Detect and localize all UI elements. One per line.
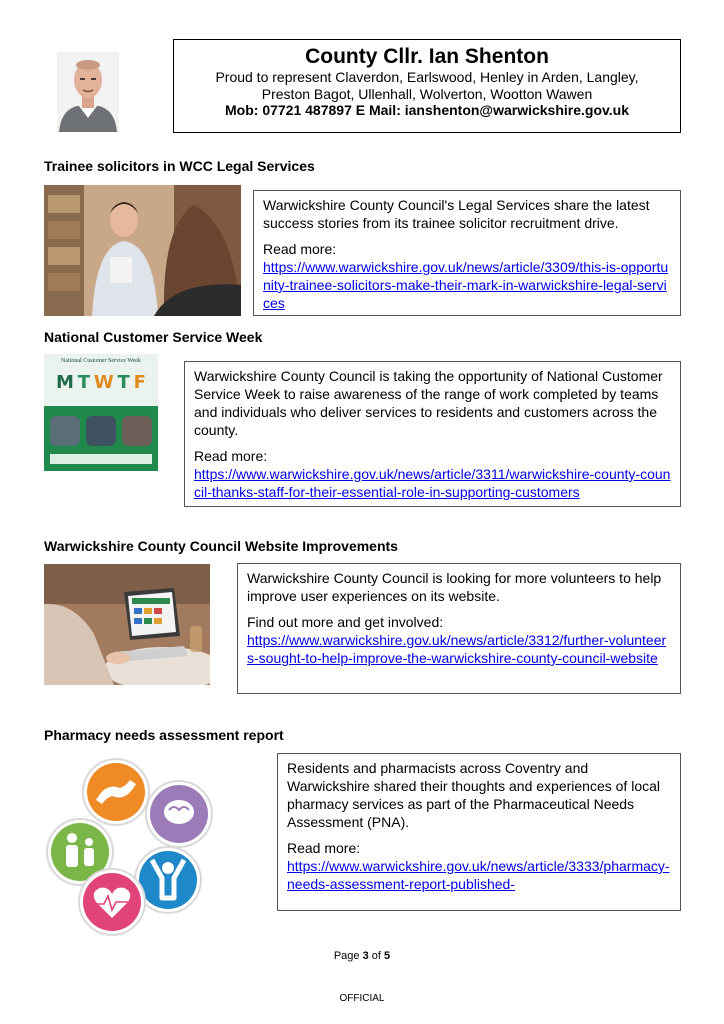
section-title-pharmacy-needs: Pharmacy needs assessment report [44, 727, 284, 743]
page-of: of [371, 950, 381, 962]
wards-line-1: Proud to represent Claverdon, Earlswood, Henley in Arden, Langley, [215, 69, 639, 85]
page-number [0, 950, 724, 962]
wards-line-2: Preston Bagot, Ullenhall, Wolverton, Wootton Wawen [261, 85, 593, 102]
read-more-label: Read more: [263, 241, 337, 257]
website-improvements-card [237, 563, 681, 694]
poster-letter-f: F [133, 372, 146, 393]
section-title-website-improvements: Warwickshire County Council Website Improvements [44, 538, 398, 554]
councillor-header [173, 39, 681, 133]
poster-letter-w: W [93, 372, 114, 393]
trainee-solicitors-card [253, 190, 681, 316]
classification-label: OFFICIAL [339, 993, 385, 1004]
page-current: 3 [362, 950, 369, 962]
customer-service-week-card [184, 361, 681, 507]
pharmacy-needs-link[interactable]: https://www.warwickshire.gov.uk/news/article/3333/pharmacy-needs-assessment-report-published- [287, 858, 670, 892]
find-out-more-label: Find out more and get involved: [247, 614, 444, 630]
page-prefix: Page [333, 950, 360, 962]
contact-details: Mob: 07721 487897 E Mail: ianshenton@warwickshire.gov.uk [225, 102, 629, 118]
customer-service-week-summary: Warwickshire County Council is taking the opportunity of National Customer Service Week to raise awareness of the range of work completed by teams and individuals who deliver services to residents and customers across the county. [194, 368, 663, 438]
read-more-label: Read more: [287, 840, 361, 856]
customer-service-week-link[interactable]: https://www.warwickshire.gov.uk/news/article/3311/warwickshire-county-council-thanks-staff-for-their-essential-role-in-supporting-customers [194, 466, 671, 500]
section-title-trainee-solicitors: Trainee solicitors in WCC Legal Services [44, 158, 315, 174]
pharmacy-needs-card [277, 753, 681, 911]
read-more-label: Read more: [194, 448, 268, 464]
poster-letter-m: M [56, 372, 74, 393]
councillor-portrait [57, 52, 119, 132]
pharmacy-services-icons [46, 752, 216, 938]
pharmacy-needs-summary: Residents and pharmacists across Coventry and Warwickshire shared their thoughts and experiences of local pharmacy services as part of the Pharmaceutical Needs Assessment (PNA). [287, 760, 661, 830]
poster-letter-t: T [77, 372, 91, 393]
trainee-solicitor-photo [44, 185, 241, 316]
page-total: 5 [384, 950, 391, 962]
customer-service-week-poster [44, 354, 158, 471]
trainee-solicitors-summary: Warwickshire County Council's Legal Services share the latest success stories from its trainee solicitor recruitment drive. [263, 197, 650, 231]
section-title-customer-service-week: National Customer Service Week [44, 329, 263, 345]
website-improvements-link[interactable]: https://www.warwickshire.gov.uk/news/article/3312/further-volunteers-sought-to-help-improve-the-warwickshire-county-council-website [247, 632, 667, 666]
poster-title: National Customer Service Week [61, 358, 141, 364]
poster-letter-t2: T [117, 372, 130, 393]
laptop-user-photo [44, 564, 210, 685]
trainee-solicitors-link[interactable]: https://www.warwickshire.gov.uk/news/article/3309/this-is-opportunity-trainee-solicitors-make-their-mark-in-warwickshire-legal-services [263, 259, 669, 311]
website-improvements-summary: Warwickshire County Council is looking for more volunteers to help improve user experiences on its website. [247, 570, 662, 604]
councillor-name: County Cllr. Ian Shenton [305, 45, 549, 68]
